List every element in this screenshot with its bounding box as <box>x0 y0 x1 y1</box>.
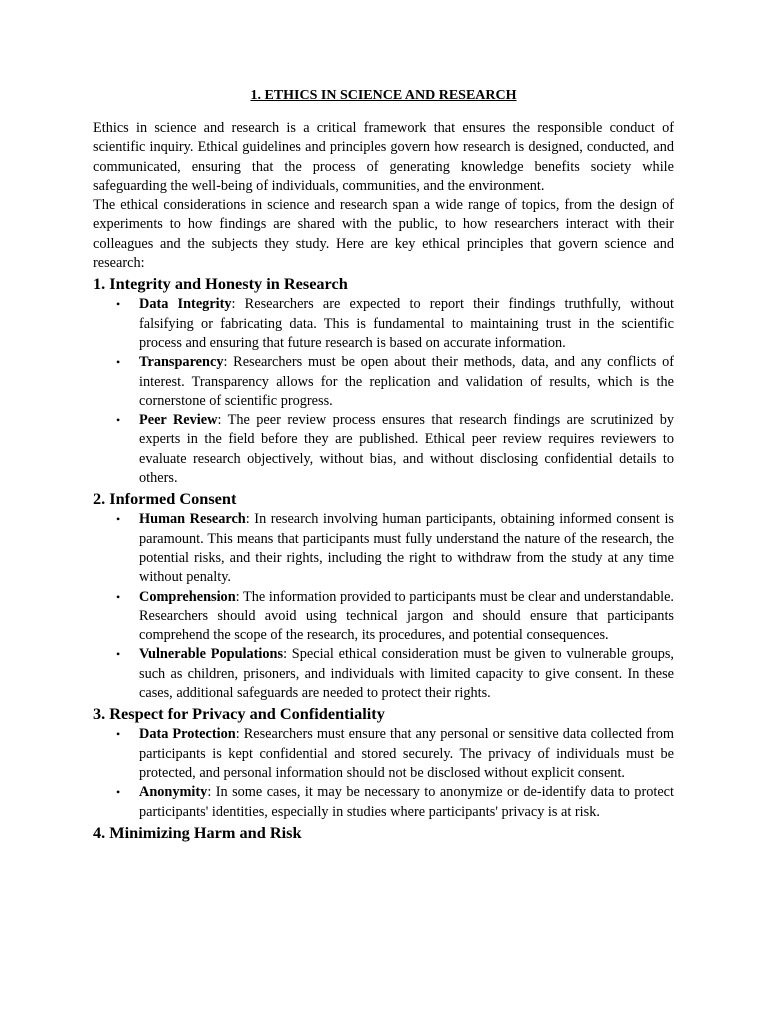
bullet-icon: • <box>116 785 121 800</box>
bullet-icon: • <box>116 413 121 428</box>
list-item <box>93 295 674 353</box>
item-text: : In some cases, it may be necessary to anonymize or de-identify data to protect participants' identities, especially in studies where participants' privacy is at risk. <box>139 784 674 820</box>
item-term: Peer Review <box>139 412 218 429</box>
section-heading: 3. Respect for Privacy and Confidentiality <box>93 704 385 724</box>
item-text: : Researchers are expected to report their findings truthfully, without falsifying or fabricating data. This is fundamental to maintaining trust in the scientific process and ensuring that future research is based on accurate information. <box>139 296 674 351</box>
list-item <box>93 510 674 587</box>
section-heading: 1. Integrity and Honesty in Research <box>93 274 348 294</box>
item-text: : Special ethical consideration must be given to vulnerable groups, such as children, prisoners, and individuals with limited capacity to give consent. In these cases, additional safeguards are needed to protect their rights. <box>139 646 675 702</box>
intro-paragraph: Ethics in science and research is a critical framework that ensures the responsible conduct of scientific inquiry. Ethical guidelines and principles govern how research is designed, conducted, and communicated, ensuring that the process of generating knowledge benefits society while safeguarding the well-being of individuals, communities, and the environment. <box>93 120 674 194</box>
section-heading: 4. Minimizing Harm and Risk <box>93 822 302 842</box>
bullet-list <box>93 725 674 821</box>
item-text: : Researchers must be open about their methods, data, and any conflicts of interest. Transparency allows for the replication and validation of results, which is the cornerstone of scientific progress. <box>139 354 674 409</box>
document-title: 1. ETHICS IN SCIENCE AND RESEARCH <box>250 88 517 103</box>
list-item <box>93 588 674 646</box>
item-text: : Researchers must ensure that any personal or sensitive data collected from participants is kept confidential and stored securely. The privacy of individuals must be protected, and personal information should not be disclosed without explicit consent. <box>139 726 674 781</box>
list-item <box>93 725 674 783</box>
list-item <box>93 353 674 411</box>
item-text: : The information provided to participants must be clear and understandable. Researchers should avoid using technical jargon and should ensure that participants comprehend the scope of the research, its procedures, and potential consequences. <box>139 588 674 644</box>
list-item <box>93 645 674 703</box>
section-heading: 2. Informed Consent <box>93 489 237 509</box>
item-term: Vulnerable Populations <box>139 646 284 663</box>
item-term: Data Protection <box>139 726 236 743</box>
item-text: : The peer review process ensures that research findings are scrutinized by experts in the field before they are published. Ethical peer review requires reviewers to evaluate research objectively, without bias, and without disclosing confidential details to others. <box>139 412 674 487</box>
item-term: Human Research <box>139 511 246 528</box>
item-term: Comprehension <box>139 588 236 605</box>
bullet-icon: • <box>116 647 121 662</box>
document-page <box>93 86 674 844</box>
item-text: : In research involving human participants, obtaining informed consent is paramount. This means that participants must fully understand the nature of the research, the potential risks, and their rights, including the right to withdraw from the study at any time without penalty. <box>139 511 674 586</box>
item-term: Anonymity <box>139 784 208 801</box>
bullet-icon: • <box>116 512 121 527</box>
bullet-icon: • <box>116 589 121 604</box>
bullet-list <box>93 295 674 488</box>
item-term: Data Integrity <box>139 296 232 313</box>
bullet-icon: • <box>116 355 121 370</box>
list-item <box>93 411 674 488</box>
bullet-icon: • <box>116 297 121 312</box>
bullet-list <box>93 510 674 703</box>
list-item <box>93 783 674 822</box>
intro-paragraph: The ethical considerations in science and research span a wide range of topics, from the design of experiments to how findings are shared with the public, to how researchers interact with their colleagues and the subjects they study. Here are key ethical principles that govern science and research: <box>93 197 674 272</box>
bullet-icon: • <box>116 727 121 742</box>
item-term: Transparency <box>139 354 224 371</box>
